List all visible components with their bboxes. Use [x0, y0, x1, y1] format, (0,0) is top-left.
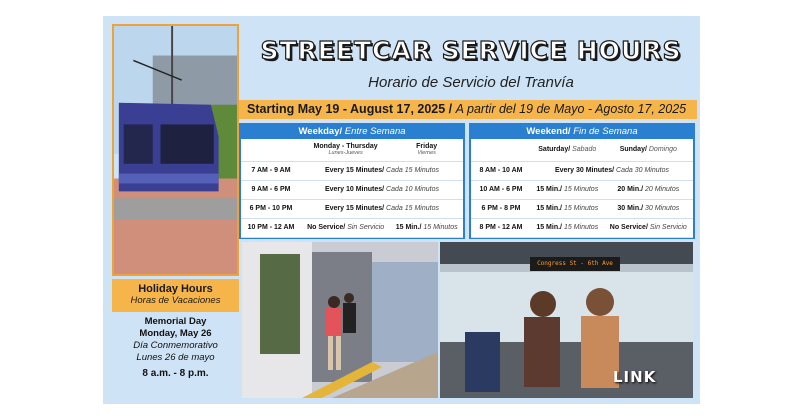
frequency-es: 15 Minutos	[563, 224, 599, 231]
weekday-header-en: Weekday/	[298, 126, 343, 137]
frequency-cell	[604, 218, 693, 237]
table-header-row	[471, 139, 693, 161]
frequency-es: 15 Minutos	[423, 224, 458, 231]
holiday-details	[112, 316, 239, 379]
frequency-es: 15 Minutos	[563, 205, 599, 212]
frequency-cell	[301, 218, 390, 237]
date-range-es: A partir del 19 de Mayo - Agosto 17, 2025	[455, 102, 687, 116]
frequency-cell	[604, 180, 693, 199]
frequency-en: Every 15 Minutes/	[324, 205, 385, 212]
logo-text: LINK	[613, 368, 657, 386]
table-row	[241, 218, 463, 237]
weekend-table	[471, 139, 693, 238]
time-col-header	[471, 139, 531, 161]
table-row	[241, 199, 463, 218]
holiday-title: Holiday Hours	[138, 283, 213, 295]
frequency-es: 15 Minutos	[563, 186, 599, 193]
frequency-en: Every 30 Minutes/	[554, 167, 615, 174]
col-label-es: Lunes-Jueves	[328, 150, 363, 157]
streetcar-photo	[112, 24, 239, 276]
weekday-table	[241, 139, 463, 238]
table-row	[471, 180, 693, 199]
date-range-en: Starting May 19 - August 17, 2025 /	[247, 102, 453, 116]
frequency-cell	[301, 180, 463, 199]
frequency-es: 30 Minutos	[644, 205, 680, 212]
frequency-cell	[531, 199, 604, 218]
time-cell: 7 AM - 9 AM	[241, 161, 301, 180]
frequency-es: Cada 10 Minutos	[386, 186, 439, 193]
page-subtitle: Horario de Servicio del Tranvía	[368, 74, 574, 91]
frequency-en: Every 15 Minutes/	[324, 167, 385, 174]
frequency-cell	[604, 199, 693, 218]
col-saturday	[531, 139, 604, 161]
weekday-schedule	[239, 123, 465, 239]
col-label: Saturday/	[538, 146, 571, 154]
frequency-en: 15 Min./	[536, 186, 562, 193]
weekend-header-es: Fin de Semana	[573, 126, 638, 137]
frequency-es: Sin Servicio	[649, 224, 687, 231]
frequency-en: 15 Min./	[395, 224, 422, 231]
table-row	[241, 161, 463, 180]
table-row	[241, 180, 463, 199]
col-label: Friday	[416, 143, 438, 151]
holiday-title-es: Horas de Vacaciones	[130, 295, 221, 306]
frequency-es: Sin Servicio	[347, 224, 385, 231]
frequency-es: Cada 15 Minutos	[386, 167, 439, 174]
time-cell: 10 PM - 12 AM	[241, 218, 301, 237]
frequency-es: 20 Minutos	[644, 186, 680, 193]
boarding-photo	[242, 242, 438, 398]
weekend-header-en: Weekend/	[526, 126, 571, 137]
frequency-en: 20 Min./	[617, 186, 644, 193]
table-row	[471, 218, 693, 237]
time-cell: 9 AM - 6 PM	[241, 180, 301, 199]
frequency-en: No Service/	[307, 224, 346, 231]
time-col-header	[241, 139, 301, 161]
frequency-cell	[390, 218, 463, 237]
service-hours-flyer	[103, 16, 700, 404]
holiday-date: Monday, May 26	[139, 328, 212, 339]
col-label: Monday - Thursday	[313, 143, 378, 151]
holiday-date-es: Lunes 26 de mayo	[136, 352, 215, 363]
holiday-name-es: Día Conmemorativo	[133, 340, 218, 351]
time-cell: 8 PM - 12 AM	[471, 218, 531, 237]
col-friday	[390, 139, 463, 161]
holiday-name: Memorial Day	[144, 316, 207, 327]
col-label-es: Viernes	[417, 150, 436, 157]
col-label-es: Domingo	[648, 146, 677, 154]
weekend-schedule	[469, 123, 695, 239]
frequency-cell	[301, 161, 463, 180]
weekday-header-es: Entre Semana	[344, 126, 406, 137]
frequency-en: 30 Min./	[617, 205, 644, 212]
time-cell: 6 PM - 8 PM	[471, 199, 531, 218]
col-sunday	[604, 139, 693, 161]
holiday-hours-header	[112, 279, 239, 312]
frequency-cell	[531, 218, 604, 237]
time-cell: 6 PM - 10 PM	[241, 199, 301, 218]
frequency-es: Cada 30 Minutos	[616, 167, 669, 174]
col-label-es: Sabado	[572, 146, 597, 154]
frequency-en: Every 10 Minutes/	[324, 186, 385, 193]
weekend-header	[471, 125, 693, 139]
col-label: Sunday/	[619, 146, 647, 154]
table-row	[471, 161, 693, 180]
frequency-es: Cada 15 Minutos	[386, 205, 439, 212]
frequency-en: No Service/	[609, 224, 648, 231]
frequency-en: 15 Min./	[536, 205, 562, 212]
table-row	[471, 199, 693, 218]
frequency-cell	[531, 161, 693, 180]
holiday-hours: 8 a.m. - 8 p.m.	[142, 368, 209, 379]
date-range-banner	[239, 100, 697, 119]
frequency-en: 15 Min./	[536, 224, 562, 231]
page-title: STREETCAR SERVICE HOURS	[260, 36, 682, 65]
col-mon-thu	[301, 139, 390, 161]
destination-sign: Congress St - 6th Ave	[537, 260, 613, 267]
link-logo	[613, 368, 656, 386]
time-cell: 8 AM - 10 AM	[471, 161, 531, 180]
frequency-cell	[301, 199, 463, 218]
table-header-row	[241, 139, 463, 161]
weekday-header	[241, 125, 463, 139]
frequency-cell	[531, 180, 604, 199]
time-cell: 10 AM - 6 PM	[471, 180, 531, 199]
